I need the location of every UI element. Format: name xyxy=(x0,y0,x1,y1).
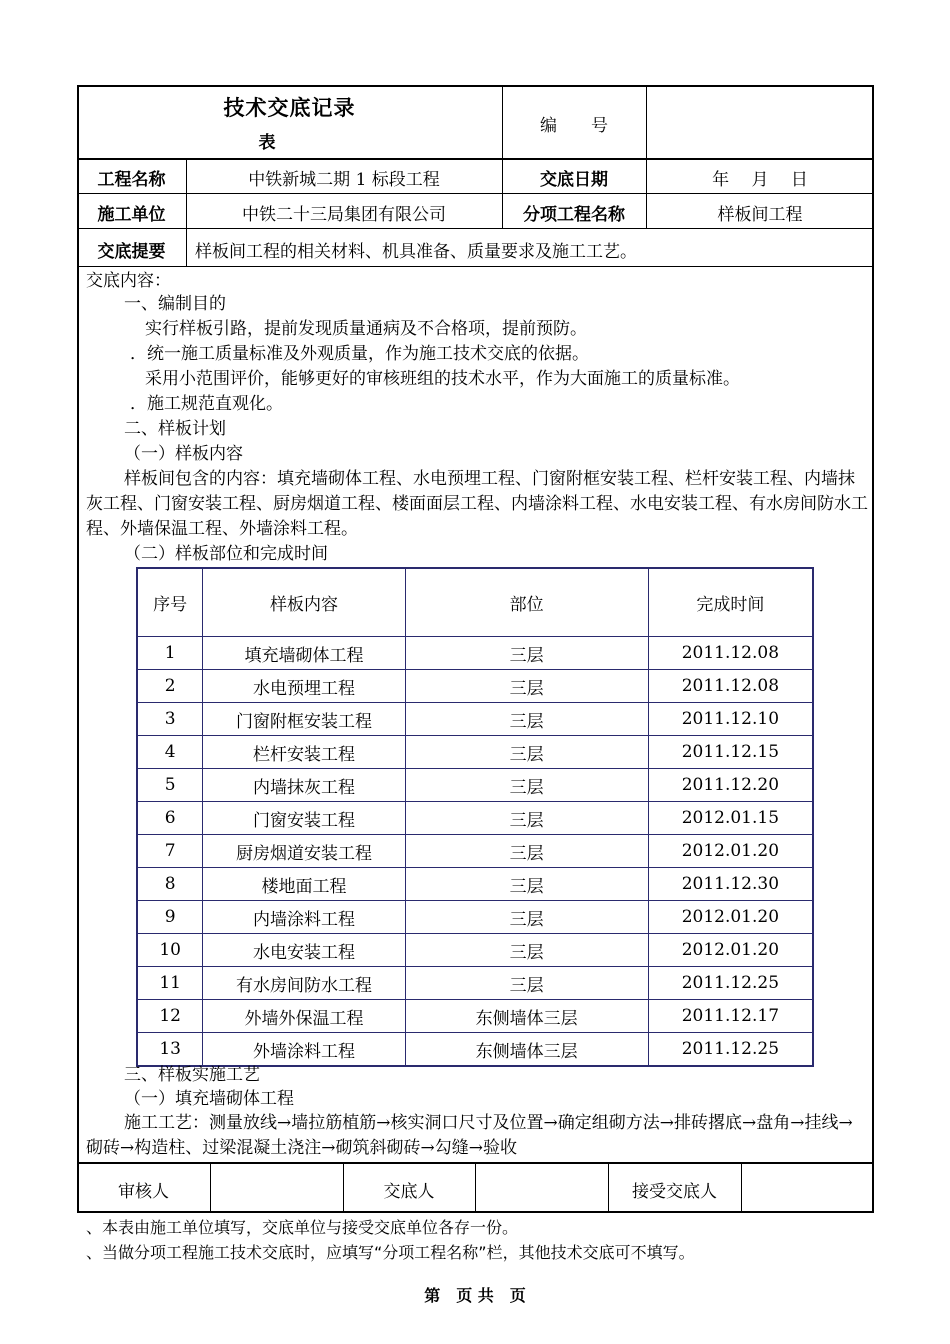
date-label: 交底日期 xyxy=(540,170,608,190)
table-row xyxy=(137,670,813,703)
receiver-signature-field[interactable] xyxy=(742,1164,873,1211)
discloser-signature-field[interactable] xyxy=(476,1164,608,1211)
cell-location: 三层 xyxy=(405,835,648,868)
cell-location: 三层 xyxy=(405,703,648,736)
table-row xyxy=(137,835,813,868)
paragraph: ．统一施工质量标准及外观质量，作为施工技术交底的依据。 xyxy=(130,344,589,364)
cell-date: 2011.12.30 xyxy=(648,868,813,901)
summary-value: 样板间工程的相关材料、机具准备、质量要求及施工工艺。 xyxy=(195,242,637,262)
cell-date: 2012.01.20 xyxy=(648,934,813,967)
cell-no: 13 xyxy=(137,1033,203,1067)
cell-item: 楼地面工程 xyxy=(203,868,405,901)
discloser-label: 交底人 xyxy=(383,1182,435,1202)
section-2-heading: 二、样板计划 xyxy=(124,419,226,439)
cell-date: 2011.12.20 xyxy=(648,769,813,802)
subsection-heading: （二）样板部位和完成时间 xyxy=(124,544,328,564)
cell-location: 三层 xyxy=(405,934,648,967)
cell-date: 2012.01.20 xyxy=(648,835,813,868)
cell-no: 2 xyxy=(137,670,203,703)
sub-project-label: 分项工程名称 xyxy=(523,205,625,225)
table-row xyxy=(137,934,813,967)
cell-no: 4 xyxy=(137,736,203,769)
cell-location: 三层 xyxy=(405,802,648,835)
subsection-heading: （一）填充墙砌体工程 xyxy=(124,1089,294,1109)
rule xyxy=(77,228,874,229)
cell-no: 6 xyxy=(137,802,203,835)
cell-item: 外墙涂料工程 xyxy=(203,1033,405,1067)
column-header: 样板内容 xyxy=(203,568,405,637)
cell-item: 水电安装工程 xyxy=(203,934,405,967)
number-label: 编 号 xyxy=(540,116,608,136)
cell-date: 2011.12.10 xyxy=(648,703,813,736)
sub-project-value: 样板间工程 xyxy=(717,205,803,225)
rule xyxy=(77,266,874,267)
cell-location: 三层 xyxy=(405,637,648,670)
table-row xyxy=(137,802,813,835)
cell-location: 三层 xyxy=(405,736,648,769)
unit-label: 施工单位 xyxy=(97,205,166,225)
section-1-heading: 一、编制目的 xyxy=(124,294,226,314)
paragraph: ．施工规范直观化。 xyxy=(130,394,283,414)
cell-location: 三层 xyxy=(405,769,648,802)
paragraph: 施工工艺：测量放线→墙拉筋植筋→核实洞口尺寸及位置→确定组砌方法→排砖撂底→盘角→挂线→砌砖→构造柱、过梁混凝土浇注→砌筑斜砌砖→勾缝→验收 xyxy=(86,1113,853,1158)
column-header: 完成时间 xyxy=(648,568,813,637)
cell-date: 2011.12.15 xyxy=(648,736,813,769)
column-header: 部位 xyxy=(405,568,648,637)
unit-value: 中铁二十三局集团有限公司 xyxy=(242,205,446,225)
project-name-label: 工程名称 xyxy=(97,170,166,190)
content-heading: 交底内容： xyxy=(86,271,171,291)
table-row xyxy=(137,1000,813,1033)
subsection-heading: （一）样板内容 xyxy=(124,444,243,464)
cell-no: 12 xyxy=(137,1000,203,1033)
cell-date: 2011.12.08 xyxy=(648,637,813,670)
cell-item: 厨房烟道安装工程 xyxy=(203,835,405,868)
cell-location: 三层 xyxy=(405,670,648,703)
form-title-suffix: 表 xyxy=(258,133,276,153)
cell-date: 2011.12.25 xyxy=(648,967,813,1000)
cell-location: 东侧墙体三层 xyxy=(405,1033,648,1067)
cell-date: 2011.12.08 xyxy=(648,670,813,703)
table-row xyxy=(137,736,813,769)
cell-item: 内墙涂料工程 xyxy=(203,901,405,934)
cell-location: 三层 xyxy=(405,901,648,934)
table-header-row xyxy=(137,568,813,637)
cell-no: 9 xyxy=(137,901,203,934)
reviewer-label: 审核人 xyxy=(118,1182,169,1202)
rule xyxy=(77,158,874,160)
cell-date: 2011.12.25 xyxy=(648,1033,813,1067)
table-row xyxy=(137,1033,813,1067)
reviewer-signature-field[interactable] xyxy=(211,1164,343,1211)
cell-item: 有水房间防水工程 xyxy=(203,967,405,1000)
paragraph: 采用小范围评价，能够更好的审核班组的技术水平，作为大面施工的质量标准。 xyxy=(145,369,740,389)
cell-no: 1 xyxy=(137,637,203,670)
form-title: 技术交底记录 xyxy=(223,96,356,120)
cell-no: 11 xyxy=(137,967,203,1000)
cell-no: 3 xyxy=(137,703,203,736)
cell-no: 8 xyxy=(137,868,203,901)
cell-location: 三层 xyxy=(405,868,648,901)
cell-item: 内墙抹灰工程 xyxy=(203,769,405,802)
table-row xyxy=(137,967,813,1000)
rule xyxy=(77,193,874,194)
table-row xyxy=(137,769,813,802)
cell-date: 2012.01.20 xyxy=(648,901,813,934)
table-row xyxy=(137,703,813,736)
paragraph: 实行样板引路，提前发现质量通病及不合格项，提前预防。 xyxy=(145,319,587,339)
cell-location: 三层 xyxy=(405,967,648,1000)
table-row xyxy=(137,637,813,670)
cell-item: 门窗附框安装工程 xyxy=(203,703,405,736)
cell-item: 门窗安装工程 xyxy=(203,802,405,835)
note-line: 、当做分项工程施工技术交底时，应填写“分项工程名称”栏，其他技术交底可不填写。 xyxy=(86,1243,695,1262)
receiver-label: 接受交底人 xyxy=(632,1182,717,1202)
cell-no: 7 xyxy=(137,835,203,868)
cell-no: 5 xyxy=(137,769,203,802)
cell-item: 水电预埋工程 xyxy=(203,670,405,703)
cell-item: 栏杆安装工程 xyxy=(203,736,405,769)
cell-date: 2011.12.17 xyxy=(648,1000,813,1033)
note-line: 、本表由施工单位填写，交底单位与接受交底单位各存一份。 xyxy=(86,1218,519,1237)
paragraph: 样板间包含的内容：填充墙砌体工程、水电预埋工程、门窗附框安装工程、栏杆安装工程、内墙抹灰工程、门窗安装工程、厨房烟道工程、楼面面层工程、内墙涂料工程、水电安装工程、有水房间防水工程、外墙保温工程、外墙涂料工程。 xyxy=(86,469,868,539)
cell-location: 东侧墙体三层 xyxy=(405,1000,648,1033)
plan-table xyxy=(136,567,814,1067)
page-footer: 第 页 共 页 xyxy=(424,1286,526,1305)
cell-item: 外墙外保温工程 xyxy=(203,1000,405,1033)
column-header: 序号 xyxy=(137,568,203,637)
project-name-value: 中铁新城二期 1 标段工程 xyxy=(248,170,440,190)
cell-item: 填充墙砌体工程 xyxy=(203,637,405,670)
table-row xyxy=(137,901,813,934)
section-3-heading: 三、样板实施工艺 xyxy=(124,1065,260,1085)
cell-date: 2012.01.15 xyxy=(648,802,813,835)
cell-no: 10 xyxy=(137,934,203,967)
summary-label: 交底提要 xyxy=(97,242,166,262)
date-value[interactable]: 年 月 日 xyxy=(712,170,808,190)
table-row xyxy=(137,868,813,901)
